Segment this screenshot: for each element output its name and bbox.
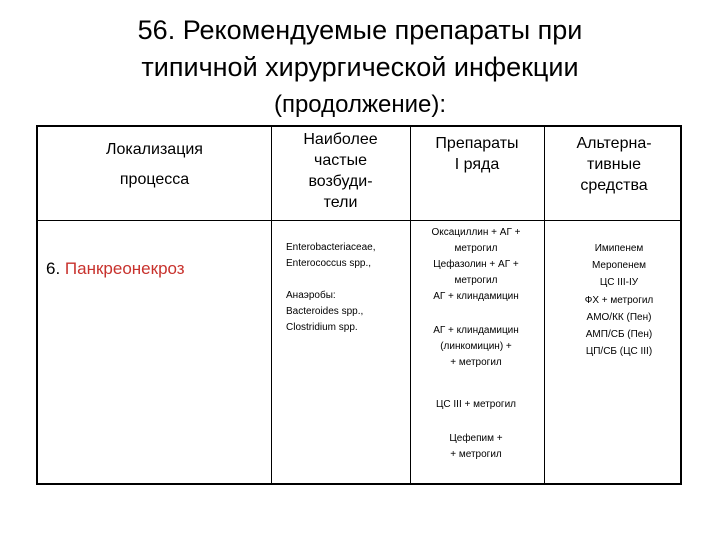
slide-title: [0, 12, 720, 123]
alternative-item: АМП/СБ (Пен): [585, 329, 653, 341]
drug-item: Цефепим +: [449, 433, 503, 444]
header-pathogens-line-1: Наиболее: [303, 131, 378, 148]
drug-item: + метрогил: [450, 357, 502, 368]
title-line-1: 56. Рекомендуемые препараты при: [137, 15, 583, 45]
alternatives-cell: [564, 240, 674, 360]
drug-group: [412, 431, 540, 463]
pathogen-group: [286, 288, 376, 336]
drug-item: метрогил: [454, 243, 498, 254]
pathogens-cell: [286, 240, 376, 352]
header-localization: [38, 127, 271, 228]
title-subtitle: (продолжение):: [273, 91, 447, 118]
header-first-line: [410, 127, 544, 226]
drug-item: Цефазолин + АГ +: [433, 259, 519, 270]
pathogen-item: Анаэробы:: [286, 290, 336, 301]
drug-table: [36, 125, 682, 485]
pathogen-item: Bacteroides spp.,: [286, 306, 364, 317]
pathogen-item: Enterococcus spp.,: [286, 258, 372, 269]
alternative-item: ФХ + метрогил: [584, 294, 654, 306]
drug-item: ЦС III + метрогил: [435, 399, 516, 410]
alternative-item: ЦС III-IУ: [599, 277, 639, 289]
drug-group: [412, 323, 540, 371]
header-alternatives: [544, 127, 684, 226]
drug-item: + метрогил: [450, 449, 502, 460]
drug-item: (линкомицин) +: [440, 341, 512, 352]
header-first-line-line-1: Препараты: [435, 135, 519, 152]
localization-cell: [46, 259, 185, 279]
pathogen-group: [286, 240, 376, 272]
header-pathogens-line-2: частые: [314, 152, 367, 169]
header-pathogens-line-3: возбуди-: [308, 173, 373, 190]
localization-number: 6.: [46, 259, 61, 278]
header-pathogens-line-4: тели: [323, 194, 358, 211]
drug-item: АГ + клиндамицин: [433, 325, 519, 336]
localization-name: Панкреонекроз: [64, 259, 185, 278]
header-alternatives-line-2: тивные: [587, 156, 641, 173]
alternative-item: АМО/КК (Пен): [586, 311, 652, 323]
alternative-item: Меропенем: [591, 260, 647, 272]
title-line-2: типичной хирургической инфекции: [141, 52, 579, 82]
drug-group: [412, 397, 540, 413]
header-localization-line-2: процесса: [119, 171, 190, 188]
header-alternatives-line-3: средства: [580, 177, 648, 194]
header-pathogens: [271, 127, 410, 222]
pathogen-item: Enterobacteriaceae,: [286, 242, 376, 253]
alternative-item: Имипенем: [594, 243, 644, 254]
drug-item: Оксациллин + АГ +: [431, 227, 521, 238]
drug-group: [412, 225, 540, 305]
alternative-item: ЦП/СБ (ЦС III): [585, 346, 653, 358]
pathogen-item: Clostridium spp.: [286, 322, 358, 333]
first-line-cell: [412, 225, 540, 463]
drug-item: метрогил: [454, 275, 498, 286]
header-first-line-line-2: I ряда: [454, 156, 500, 173]
header-localization-line-1: Локализация: [106, 141, 203, 158]
drug-item: АГ + клиндамицин: [433, 291, 519, 302]
header-alternatives-line-1: Альтерна-: [576, 135, 652, 152]
